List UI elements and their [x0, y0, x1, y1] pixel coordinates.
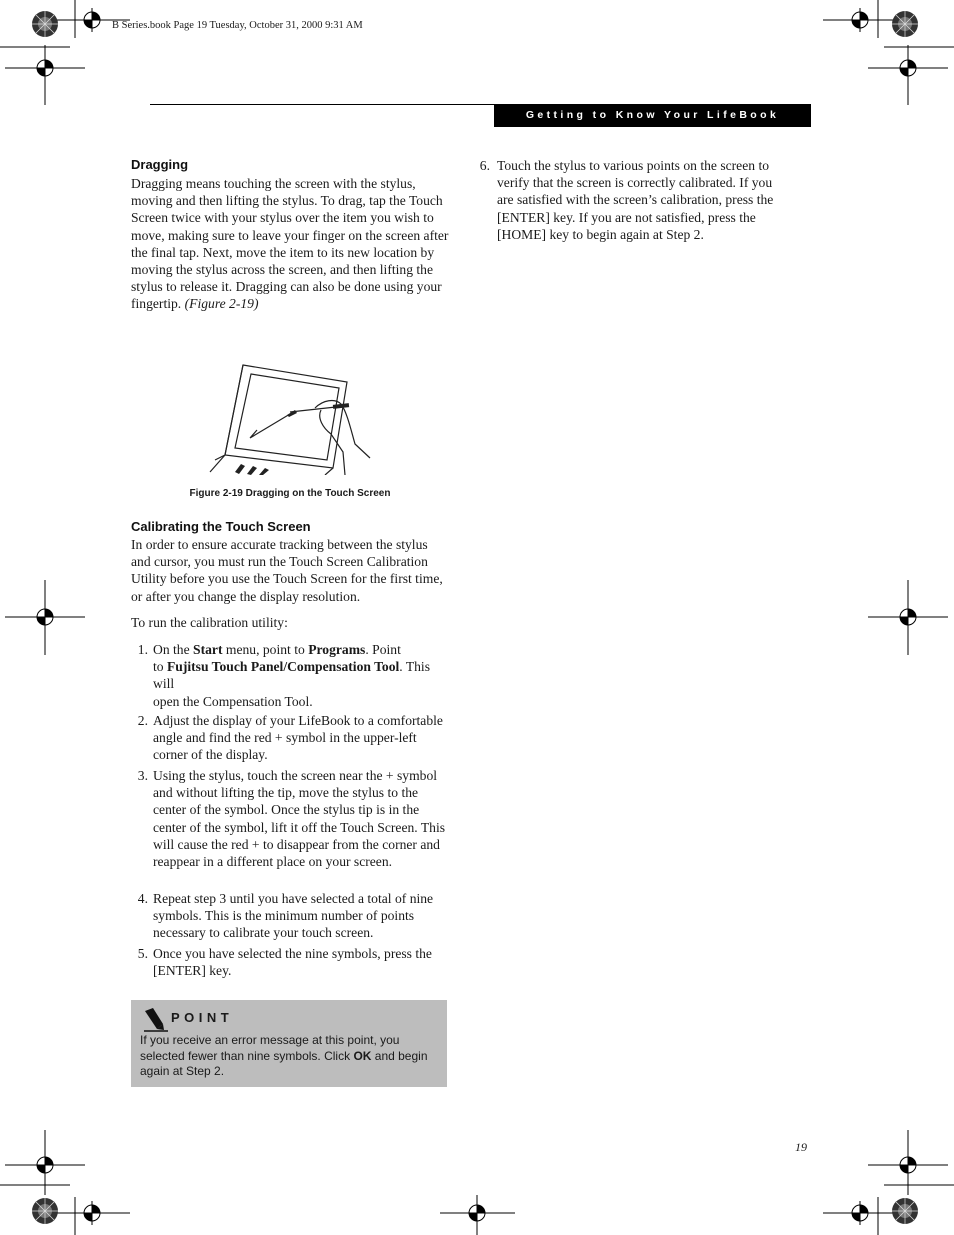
- step-4: [131, 890, 451, 942]
- step-text: Adjust the display of your LifeBook to a comfortable angle and find the red + symbol in the upper-left corner of the display.: [153, 713, 443, 763]
- header-rule: [150, 104, 496, 105]
- step-1-text-a: On the: [153, 642, 194, 657]
- step-number: 6.: [479, 158, 490, 173]
- step-1-text-d: . Point: [365, 642, 401, 657]
- start-menu-label: Start: [193, 642, 223, 657]
- point-text-after: and begin again at Step 2.: [140, 1048, 428, 1078]
- step-text: Once you have selected the nine symbols, press the [ENTER] key.: [153, 946, 432, 979]
- ok-label: OK: [353, 1048, 372, 1063]
- step-1: [131, 641, 451, 710]
- point-note-box: [131, 1000, 447, 1087]
- point-text-before: If you receive an error message at this point, you selected fewer than nine symbols. Click: [140, 1033, 400, 1063]
- page-number: 19: [795, 1140, 807, 1154]
- calibrating-heading: Calibrating the Touch Screen: [131, 519, 311, 534]
- step-1-text-c: menu, point to: [222, 642, 309, 657]
- step-text: Repeat step 3 until you have selected a total of nine symbols. This is the minimum number of points necessary to calibrate your touch screen.: [153, 891, 434, 941]
- step-1-text-g: will: [153, 676, 175, 692]
- calibrating-intro: In order to ensure accurate tracking between the stylus and cursor, you must run the Touch Screen Calibration Utility before you use the Touch Screen for the first time, or after you change the display resolution.: [131, 537, 443, 604]
- point-title: POINT: [171, 1010, 234, 1025]
- step-1-text-f: . This: [399, 659, 430, 675]
- touch-screen-illustration: [205, 360, 375, 475]
- print-slug: B Series.book Page 19 Tuesday, October 31, 2000 9:31 AM: [112, 20, 363, 31]
- step-1-text-h: open the Compensation Tool.: [153, 693, 313, 709]
- dragging-heading: Dragging: [131, 157, 189, 172]
- step-text: Using the stylus, touch the screen near the + symbol and without lifting the tip, move the stylus to the center of the symbol. Once the stylus tip is in the center of the symbol, lift it off the Touch Screen. This will cause the red + to disappear from the corner and reappear in a different place on your screen.: [153, 768, 446, 870]
- step-number: 2.: [137, 713, 148, 728]
- step-3: [131, 767, 451, 870]
- step-1-text-e: to: [153, 659, 167, 675]
- pencil-icon: [141, 1005, 169, 1033]
- step-6: [476, 157, 782, 243]
- step-text: [153, 641, 451, 710]
- programs-label: Programs: [308, 642, 366, 657]
- step-2: [131, 712, 451, 764]
- step-5: [131, 945, 451, 979]
- step-number: 5.: [137, 946, 148, 961]
- figure-caption: Figure 2-19 Dragging on the Touch Screen: [189, 488, 391, 499]
- point-text: [140, 1033, 430, 1080]
- compensation-tool-label: Fujitsu Touch Panel/Compensation Tool: [166, 659, 400, 675]
- dragging-body: Dragging means touching the screen with the stylus, moving and then lifting the stylus. To drag, tap the Touch Screen twice with your stylus over the item you wish to move, making sure to leave your finger on the screen after the final tap. Next, move the item to its new location by moving the stylus across the screen, and then lifting the stylus to release it. Dragging can also be done using your fingertip.: [131, 176, 449, 312]
- figure-reference: (Figure 2-19): [184, 296, 259, 312]
- step-number: 1.: [137, 642, 148, 657]
- step-text: Touch the stylus to various points on the screen to verify that the screen is correctly calibrated. If you are satisfied with the screen’s calibration, press the [ENTER] key. If you are not satisfied, press the [HOME] key to begin again at Step 2.: [497, 158, 774, 242]
- step-number: 4.: [137, 891, 148, 906]
- dragging-paragraph: [131, 175, 449, 313]
- calibrating-run-text: To run the calibration utility:: [131, 615, 288, 630]
- running-header: Getting to Know Your LifeBook: [494, 104, 811, 127]
- step-number: 3.: [137, 768, 148, 783]
